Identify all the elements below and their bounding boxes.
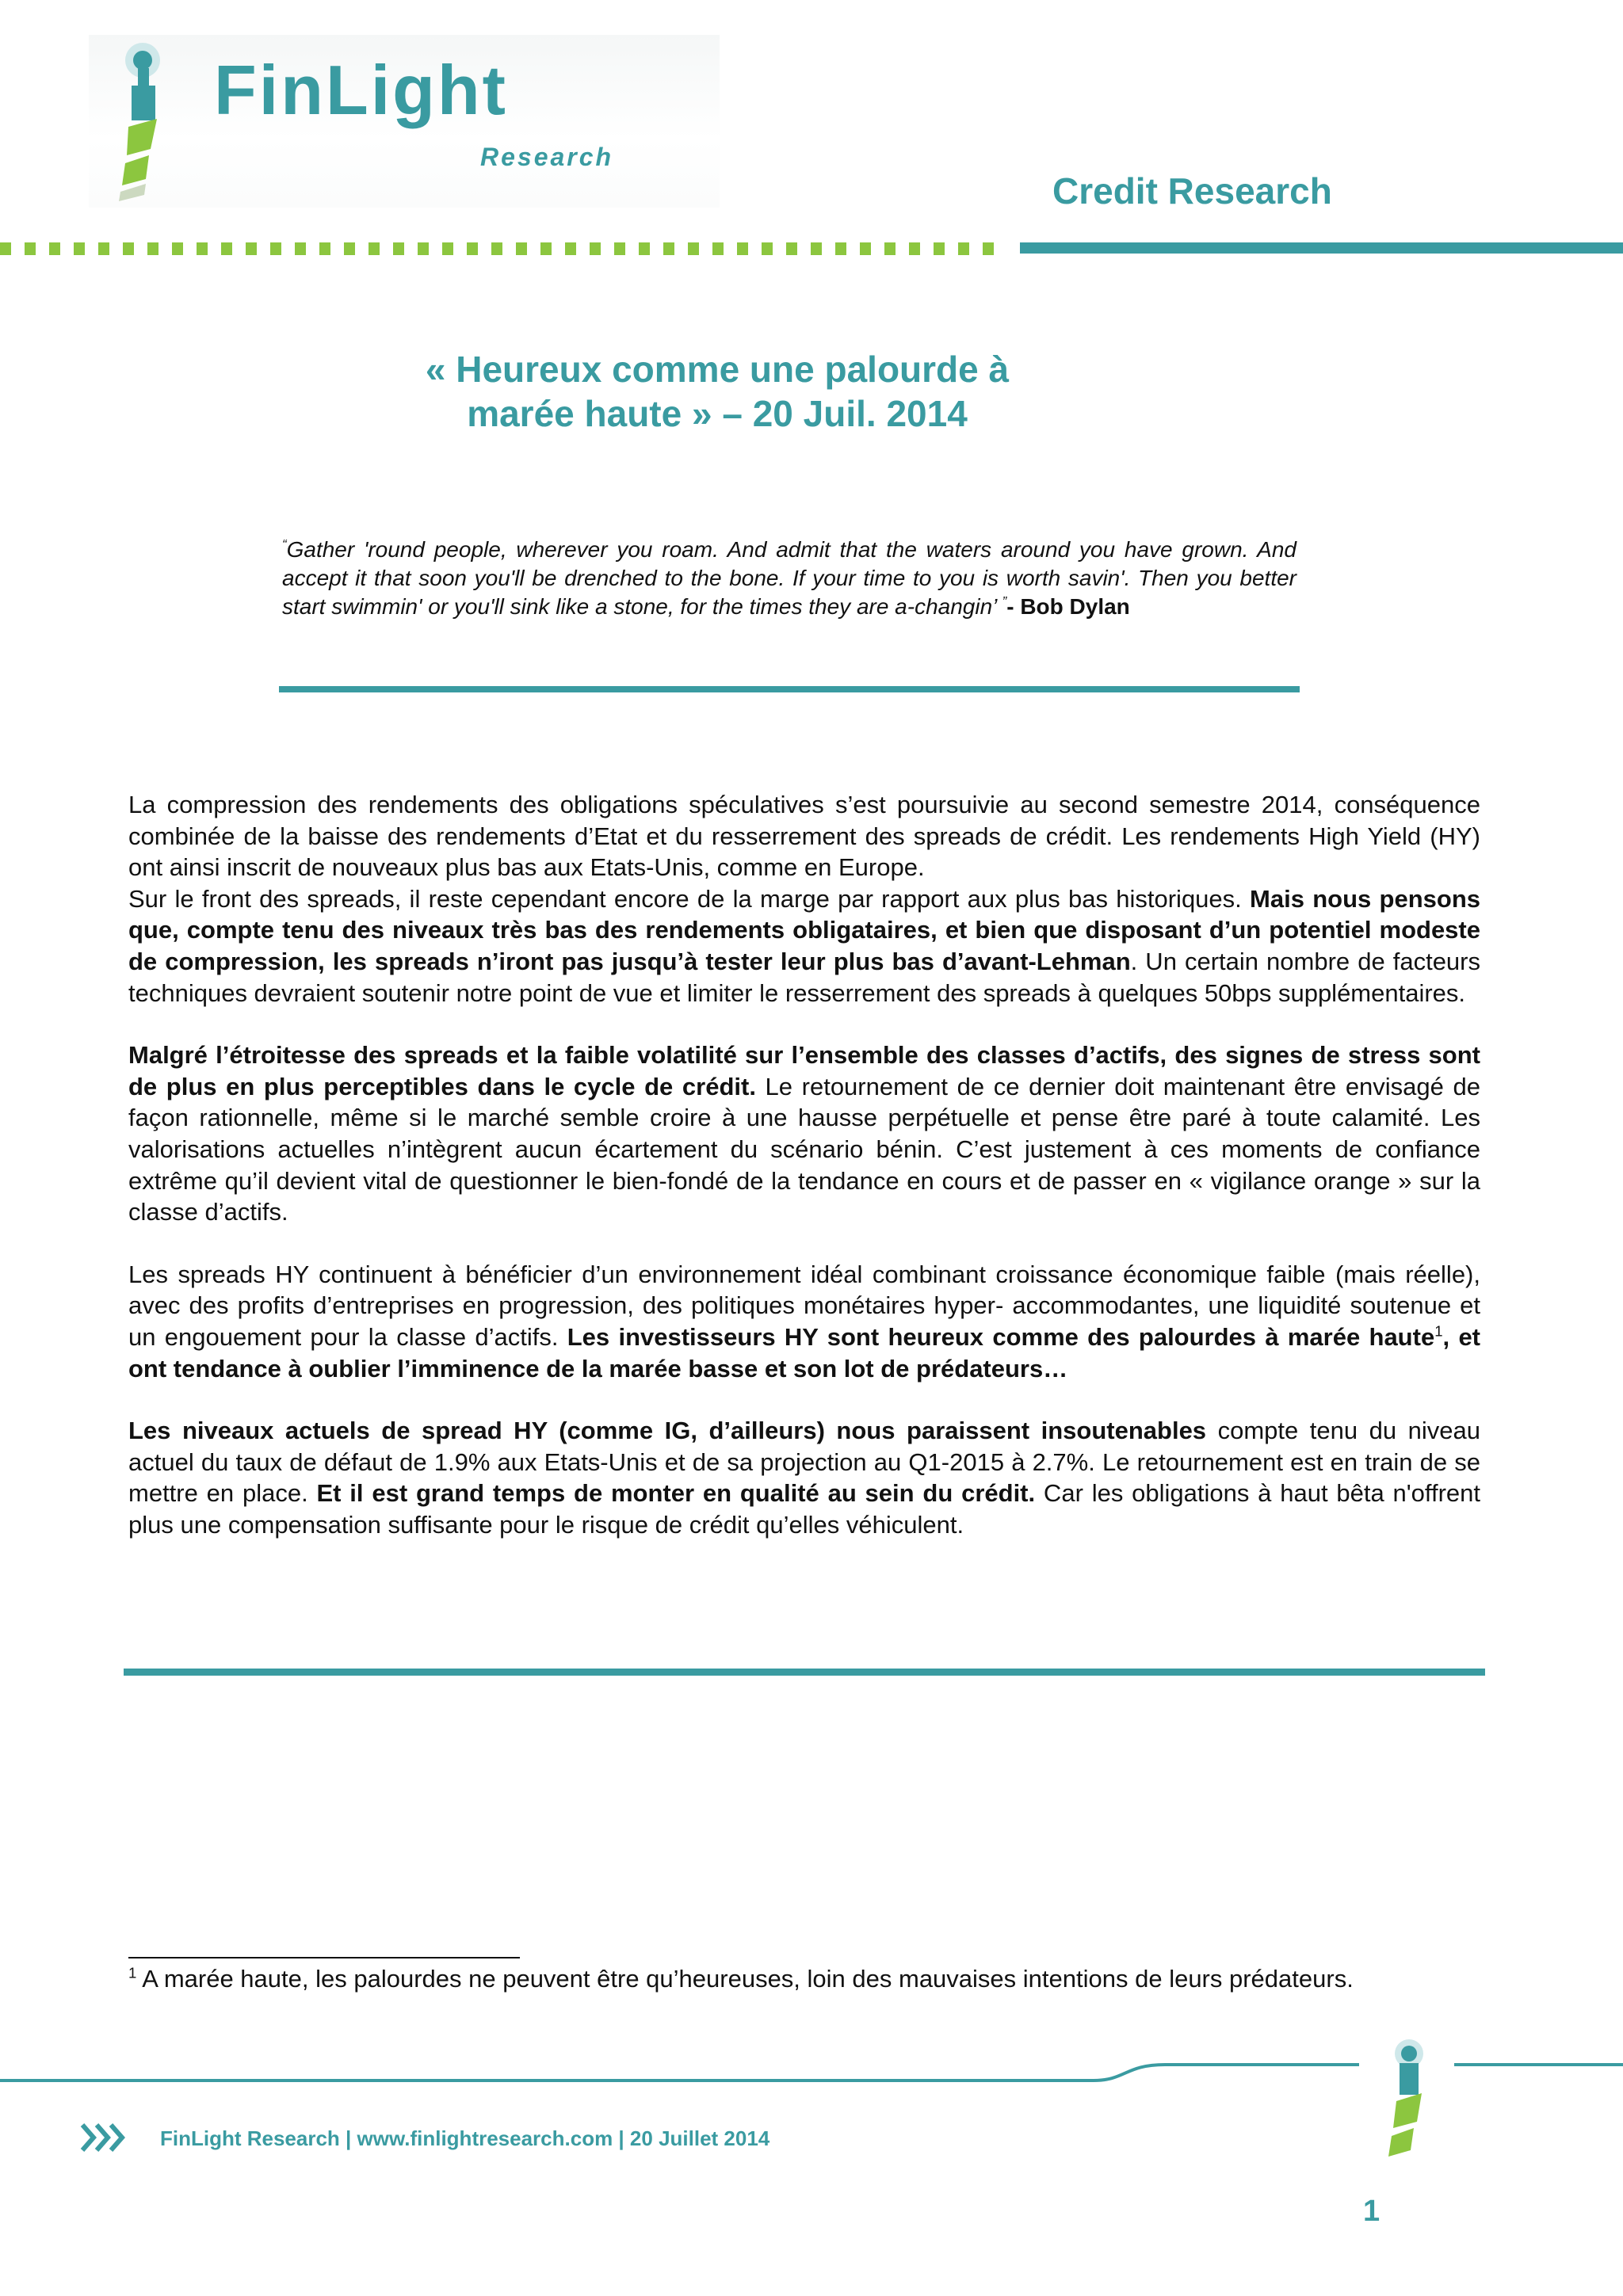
- footnote-ref[interactable]: 1: [1434, 1322, 1443, 1340]
- page-title: [317, 347, 1117, 436]
- paragraph-1-text-c: . Un certain nombre de facteurs techniques devraient soutenir notre point de vue et limiter le resserrement des spreads à quelques 50bps supplémentaires.: [128, 947, 1480, 1007]
- paragraph-2: [128, 1039, 1480, 1228]
- footnote-rule: [128, 1957, 520, 1958]
- brand-subtitle: Research: [480, 143, 614, 171]
- quote-author: - Bob Dylan: [1006, 594, 1130, 619]
- paragraph-4: [128, 1415, 1480, 1540]
- paragraph-2-bold: Malgré l’étroitesse des spreads et la faible volatilité sur l’ensemble des classes d’actifs, des signes de stress sont de plus en plus perceptibles dans le cycle de crédit.: [128, 1041, 1480, 1100]
- footnote-text: A marée haute, les palourdes ne peuvent être qu’heureuses, loin des mauvaises intentions de leurs prédateurs.: [136, 1965, 1354, 1993]
- paragraph-3-text: Les spreads HY continuent à bénéficier d’un environnement idéal combinant croissance économique faible (mais réelle), avec des profits d’entreprises en progression, des politiques monétaires hyper- accommodantes, une liquidité soutenue et un engouement pour la classe d’actifs.: [128, 1260, 1480, 1351]
- paragraph-1-text-a: La compression des rendements des obligations spéculatives s’est poursuivie au second semestre 2014, conséquence combinée de la baisse des rendements d’Etat et du resserrement des spreads de crédit. Les rendements High Yield (HY) ont ainsi inscrit de nouveaux plus bas aux Etats-Unis, comme en Europe.: [128, 791, 1480, 882]
- footer-text: FinLight Research | www.finlightresearch.com | 20 Juillet 2014: [160, 2126, 770, 2150]
- paragraph-4-bold-a: Les niveaux actuels de spread HY (comme IG, d’ailleurs) nous paraissent insoutenables: [128, 1417, 1207, 1445]
- footer-lighthouse-icon: [1361, 2028, 1449, 2195]
- paragraph-4-bold-b: Et il est grand temps de monter en qualité au sein du crédit.: [316, 1479, 1036, 1508]
- paragraph-2-text: Le retournement de ce dernier doit maintenant être envisagé de façon rationnelle, même si le marché semble croire à une hausse perpétuelle et pense être paré à toute calamité. Les valorisations actuelles n’intègrent aucun écartement du scénario bénin. C’est justement à ces moments de confiance extrême qu’il devient vital de questionner le bien-fondé de la tendance en cours et de passer en « vigilance orange » sur la classe d’actifs.: [128, 1072, 1480, 1226]
- page-number: 1: [1363, 2195, 1381, 2228]
- paragraph-4-text-b: Car les obligations à haut bêta n'offrent plus une compensation suffisante pour le risque de crédit qu’elles véhiculent.: [128, 1479, 1480, 1539]
- title-line-1: « Heureux comme une palourde à: [425, 349, 1010, 390]
- epigraph-quote: [282, 536, 1296, 621]
- body-divider: [124, 1669, 1485, 1676]
- header-bar: [1020, 242, 1623, 254]
- article-body: [128, 789, 1480, 1571]
- paragraph-1-text-b: Sur le front des spreads, il reste cependant encore de la marge par rapport aux plus bas historiques.: [128, 884, 1251, 913]
- paragraph-3-bold-a: Les investisseurs HY sont heureux comme des palourdes à marée haute: [567, 1322, 1435, 1351]
- quote-close-mark: ”: [1002, 593, 1007, 609]
- paragraph-3: [128, 1259, 1480, 1384]
- paragraph-1-bold: Mais nous pensons que, compte tenu des niveaux très bas des rendements obligataires, et bien que disposant d’un potentiel modeste de compression, les spreads n’iront pas jusqu’à tester leur plus bas d’avant-Lehman: [128, 884, 1480, 975]
- dotted-divider: [0, 242, 995, 255]
- quote-divider: [279, 686, 1300, 692]
- paragraph-3-bold-b: , et ont tendance à oublier l’imminence de la marée basse et son lot de prédateurs…: [128, 1322, 1481, 1383]
- chevrons-icon: [79, 2120, 130, 2155]
- brand-name: FinLight: [214, 51, 508, 129]
- lighthouse-logo-icon: [111, 36, 198, 203]
- paragraph-4-text-a: compte tenu du niveau actuel du taux de défaut de 1.9% aux Etats-Unis et de sa projection au Q1-2015 à 2.7%. Le retournement est en train de se mettre en place.: [128, 1417, 1481, 1508]
- footnote-mark: 1: [128, 1964, 137, 1981]
- quote-open-mark: “: [282, 536, 287, 552]
- section-label: Credit Research: [1052, 170, 1332, 212]
- quote-text: Gather 'round people, wherever you roam. And admit that the waters around you have grown. And accept it that soon you'll be drenched to the bone. If your time to you is worth savin'. Then you better start swimmin' or you'll sink like a stone, for the times they are a-changin’: [282, 537, 1296, 619]
- paragraph-1: [128, 789, 1480, 1009]
- footnote: [128, 1963, 1480, 1995]
- title-line-2: marée haute » – 20 Juil. 2014: [467, 393, 968, 434]
